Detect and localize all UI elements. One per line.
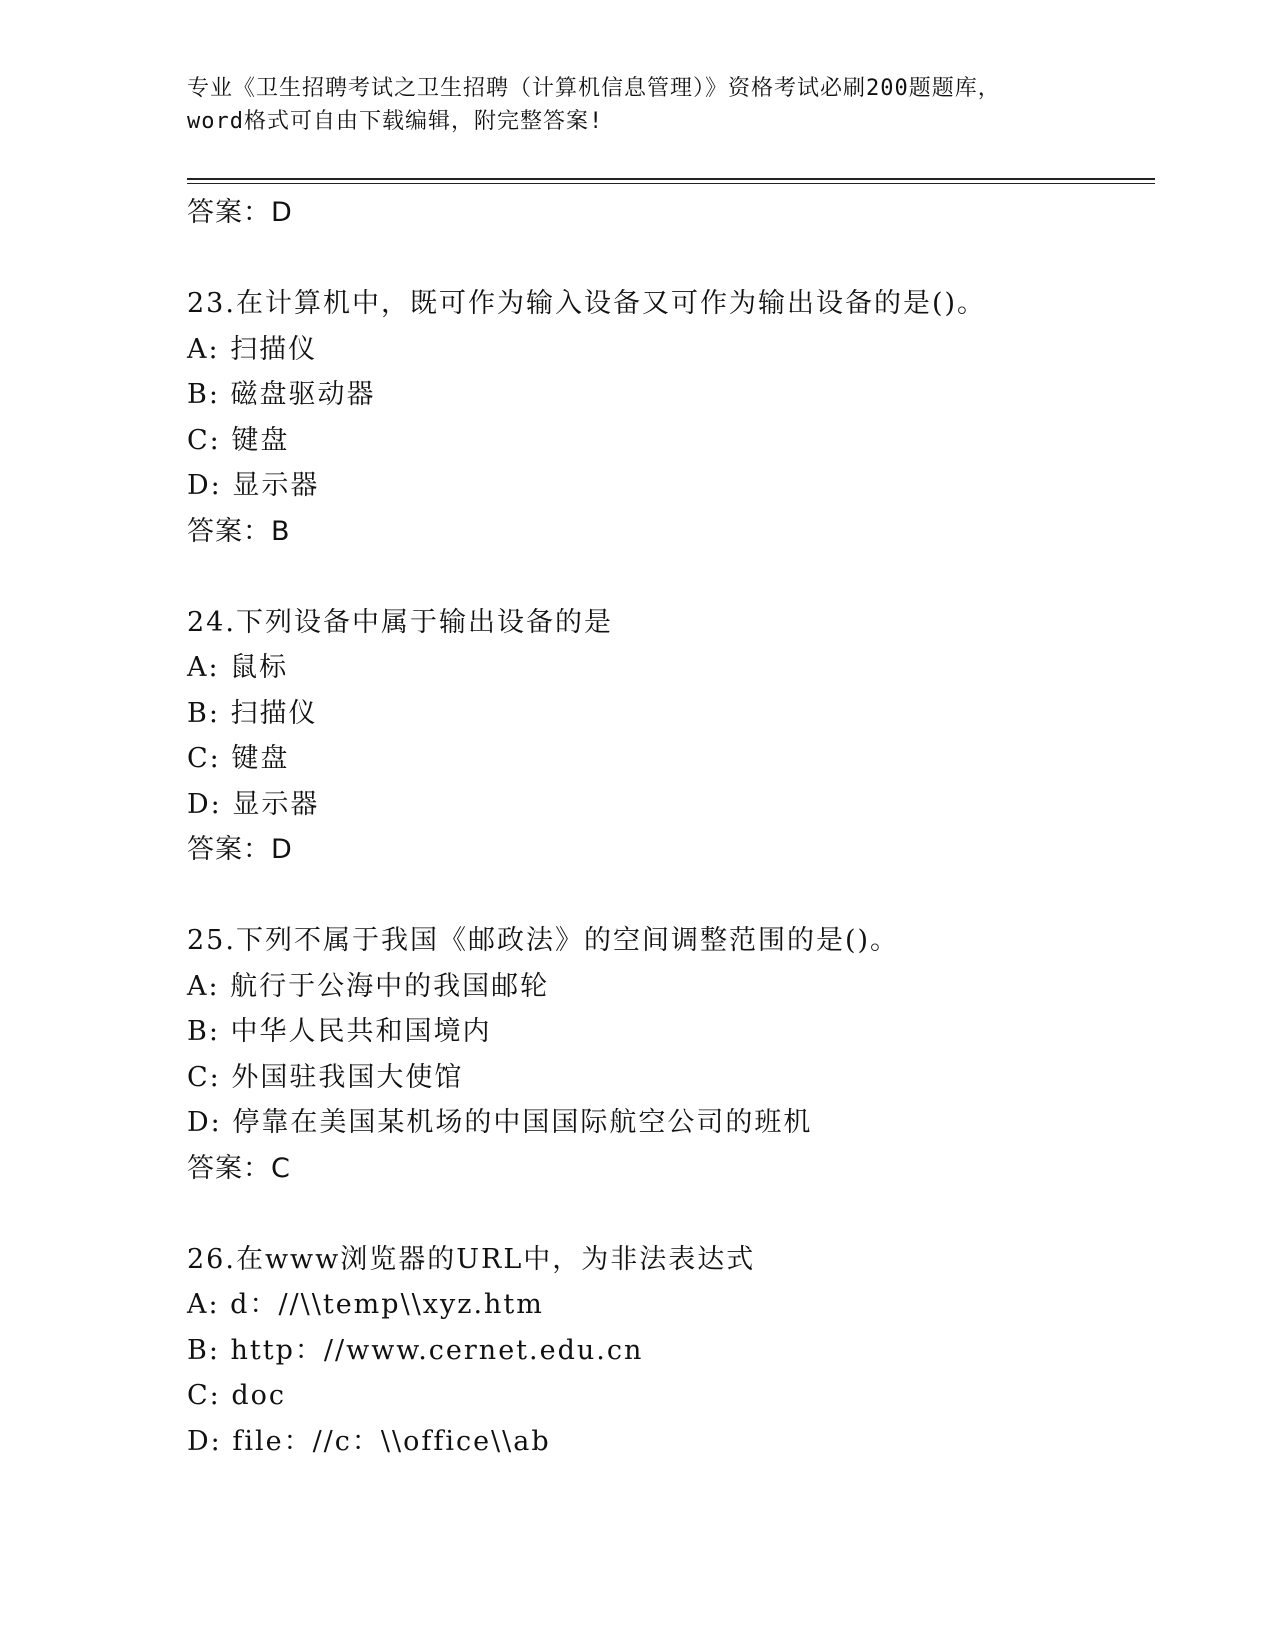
option-d: D: 停靠在美国某机场的中国国际航空公司的班机 bbox=[187, 1107, 813, 1138]
previous-question-answer: 答案：D bbox=[187, 197, 293, 228]
header-rule-thick bbox=[187, 178, 1155, 180]
question-stem: 24.下列设备中属于输出设备的是 bbox=[187, 606, 613, 638]
spacer bbox=[187, 236, 1147, 282]
question-23 bbox=[187, 281, 1147, 554]
question-24 bbox=[187, 600, 1147, 873]
option-d: D: file：//c：\\office\\ab bbox=[187, 1425, 551, 1457]
answer-line: 答案：B bbox=[187, 515, 291, 547]
document-header bbox=[187, 72, 1087, 138]
option-d: D: 显示器 bbox=[187, 788, 320, 820]
question-25 bbox=[187, 918, 1147, 1191]
option-c: C: 键盘 bbox=[187, 424, 290, 456]
header-rule-thin bbox=[187, 183, 1155, 184]
option-a: A: 鼠标 bbox=[187, 652, 289, 683]
option-c: C: doc bbox=[187, 1380, 286, 1411]
spacer bbox=[187, 873, 1147, 919]
option-b: B: http：//www.cernet.edu.cn bbox=[187, 1334, 644, 1366]
option-b: B: 磁盘驱动器 bbox=[187, 379, 376, 410]
question-26 bbox=[187, 1237, 1147, 1465]
question-list bbox=[187, 190, 1147, 1464]
header-title-line-1: 专业《卫生招聘考试之卫生招聘（计算机信息管理）》资格考试必刷200题题库， bbox=[187, 76, 1001, 101]
option-c: C: 键盘 bbox=[187, 743, 290, 774]
spacer bbox=[187, 554, 1147, 600]
spacer bbox=[187, 1191, 1147, 1237]
option-a: A: 扫描仪 bbox=[187, 333, 318, 365]
option-a: A: 航行于公海中的我国邮轮 bbox=[187, 970, 550, 1002]
answer-line: 答案：D bbox=[187, 834, 293, 865]
option-d: D: 显示器 bbox=[187, 470, 320, 501]
question-stem: 23.在计算机中，既可作为输入设备又可作为输出设备的是()。 bbox=[187, 288, 987, 319]
question-stem: 26.在www浏览器的URL中，为非法表达式 bbox=[187, 1243, 756, 1275]
question-stem: 25.下列不属于我国《邮政法》的空间调整范围的是()。 bbox=[187, 925, 900, 956]
option-c: C: 外国驻我国大使馆 bbox=[187, 1061, 464, 1093]
option-b: B: 中华人民共和国境内 bbox=[187, 1016, 492, 1047]
answer-line: 答案：C bbox=[187, 1152, 291, 1184]
option-a: A: d：//\\temp\\xyz.htm bbox=[187, 1289, 544, 1320]
header-title-line-2: word格式可自由下载编辑，附完整答案! bbox=[187, 109, 604, 134]
option-b: B: 扫描仪 bbox=[187, 697, 318, 729]
